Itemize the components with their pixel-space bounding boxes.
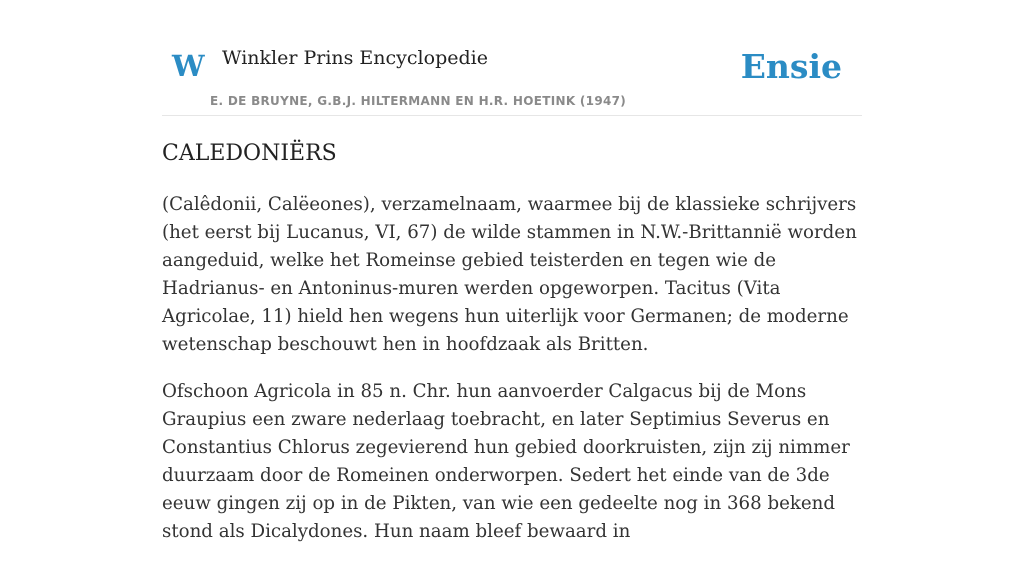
header (162, 38, 862, 116)
article-title: CALEDONIËRS (162, 141, 337, 166)
article-paragraph-1: (Calêdonii, Calëeones), verzamelnaam, waarmee bij de klassieke schrijvers (het eerst bij Lucanus, VI, 67) de wilde stammen in N.W.-Brittannië worden aangeduid, welke het Romeinse gebied teisterden en tegen wie de Hadrianus- en Antoninus-muren werden opgeworpen. Tacitus (Vita Agricolae, 11) hield hen wegens hun uiterlijk voor Germanen; de moderne wetenschap beschouwt hen in hoofdzaak als Britten. (162, 193, 857, 355)
article (162, 140, 864, 565)
article-paragraph-2: Ofschoon Agricola in 85 n. Chr. hun aanvoerder Calgacus bij de Mons Graupius een zware nederlaag toebracht, en later Septimius Severus en Constantius Chlorus zegevierend hun gebied doorkruisten, zijn zij nimmer duurzaam door de Romeinen onderworpen. Sedert het einde van de 3de eeuw gingen zij op in de Pikten, van wie een gedeelte nog in 368 bekend stond als Dicalydones. Hun naam bleef bewaard in (162, 380, 850, 542)
publication-title[interactable]: Winkler Prins Encyclopedie (222, 47, 488, 69)
publication-authors: E. DE BRUYNE, G.B.J. HILTERMANN EN H.R. HOETINK (1947) (210, 94, 627, 108)
ensie-logo[interactable]: Ensie (740, 47, 842, 86)
encyclopedia-logo[interactable]: W (172, 49, 205, 83)
